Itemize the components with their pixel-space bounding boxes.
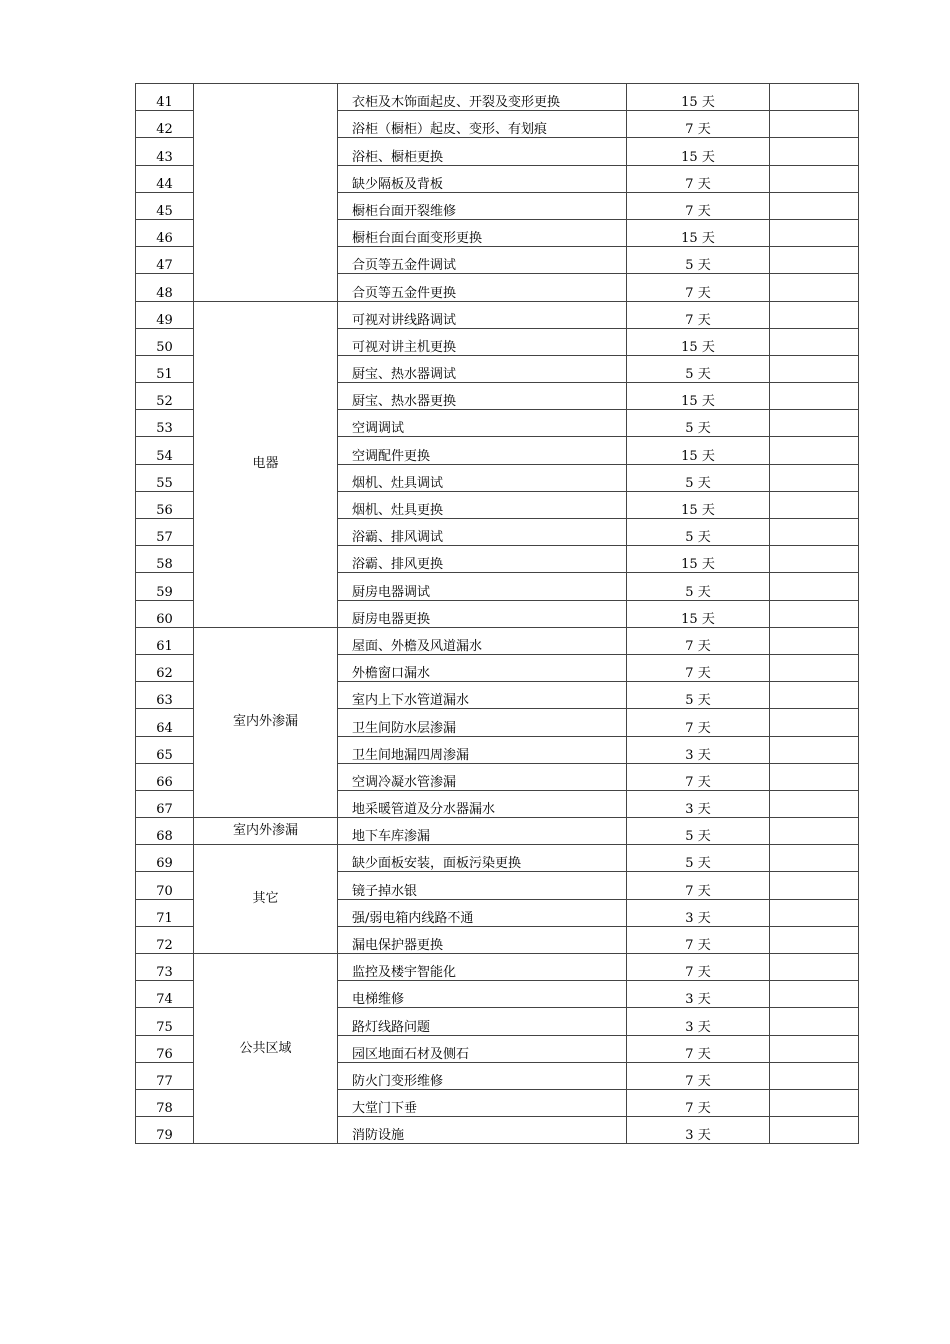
repair-item: 室内上下水管道漏水 [338,682,627,709]
row-number: 59 [136,573,194,600]
repair-period: 5 天 [627,464,770,491]
remarks-cell [770,84,859,111]
repair-period: 3 天 [627,981,770,1008]
row-number: 67 [136,790,194,817]
row-number: 69 [136,845,194,872]
remarks-cell [770,165,859,192]
remarks-cell [770,981,859,1008]
row-number: 52 [136,383,194,410]
row-number: 63 [136,682,194,709]
repair-period: 7 天 [627,1062,770,1089]
remarks-cell [770,464,859,491]
repair-item: 橱柜台面开裂维修 [338,192,627,219]
repair-item: 强/弱电箱内线路不通 [338,899,627,926]
repair-item: 卫生间地漏四周渗漏 [338,736,627,763]
remarks-cell [770,437,859,464]
repair-period: 15 天 [627,437,770,464]
remarks-cell [770,627,859,654]
row-number: 58 [136,546,194,573]
table-body [136,84,859,1144]
repair-item: 园区地面石材及侧石 [338,1035,627,1062]
repair-period: 7 天 [627,1089,770,1116]
repair-item: 监控及楼宇智能化 [338,954,627,981]
repair-item: 地采暖管道及分水器漏水 [338,790,627,817]
repair-item: 厨房电器调试 [338,573,627,600]
repair-period: 7 天 [627,709,770,736]
repair-period: 7 天 [627,301,770,328]
remarks-cell [770,410,859,437]
row-number: 62 [136,654,194,681]
warranty-repair-table [135,83,858,1147]
repair-period: 3 天 [627,899,770,926]
repair-item: 厨宝、热水器更换 [338,383,627,410]
remarks-cell [770,546,859,573]
row-number: 72 [136,926,194,953]
row-number: 60 [136,600,194,627]
remarks-cell [770,872,859,899]
repair-item: 空调调试 [338,410,627,437]
remarks-cell [770,328,859,355]
repair-period: 15 天 [627,84,770,111]
repair-period: 15 天 [627,328,770,355]
row-number: 77 [136,1062,194,1089]
row-number: 42 [136,111,194,138]
repair-schedule-table [135,83,859,1144]
repair-item: 烟机、灶具调试 [338,464,627,491]
table-row [136,84,859,111]
repair-period: 7 天 [627,954,770,981]
row-number: 74 [136,981,194,1008]
remarks-cell [770,736,859,763]
repair-period: 5 天 [627,818,770,845]
remarks-cell [770,355,859,382]
repair-item: 厨宝、热水器调试 [338,355,627,382]
row-number: 47 [136,247,194,274]
remarks-cell [770,138,859,165]
remarks-cell [770,1008,859,1035]
repair-item: 外檐窗口漏水 [338,654,627,681]
remarks-cell [770,926,859,953]
repair-item: 防火门变形维修 [338,1062,627,1089]
row-number: 43 [136,138,194,165]
repair-item: 合页等五金件调试 [338,247,627,274]
row-number: 41 [136,84,194,111]
repair-period: 5 天 [627,573,770,600]
remarks-cell [770,383,859,410]
repair-period: 7 天 [627,274,770,301]
row-number: 44 [136,165,194,192]
repair-item: 屋面、外檐及风道漏水 [338,627,627,654]
remarks-cell [770,899,859,926]
repair-item: 消防设施 [338,1117,627,1144]
row-number: 50 [136,328,194,355]
table-row [136,954,859,981]
remarks-cell [770,1117,859,1144]
repair-item: 电梯维修 [338,981,627,1008]
category-cell: 室内外渗漏 [194,818,338,845]
repair-period: 15 天 [627,383,770,410]
repair-item: 合页等五金件更换 [338,274,627,301]
row-number: 78 [136,1089,194,1116]
row-number: 68 [136,818,194,845]
table-row [136,301,859,328]
repair-period: 15 天 [627,600,770,627]
row-number: 76 [136,1035,194,1062]
row-number: 49 [136,301,194,328]
repair-item: 缺少隔板及背板 [338,165,627,192]
repair-item: 可视对讲线路调试 [338,301,627,328]
repair-item: 橱柜台面台面变形更换 [338,219,627,246]
repair-period: 3 天 [627,1117,770,1144]
repair-period: 5 天 [627,519,770,546]
row-number: 46 [136,219,194,246]
row-number: 53 [136,410,194,437]
repair-item: 卫生间防水层渗漏 [338,709,627,736]
row-number: 54 [136,437,194,464]
repair-period: 5 天 [627,355,770,382]
repair-item: 烟机、灶具更换 [338,491,627,518]
row-number: 51 [136,355,194,382]
remarks-cell [770,954,859,981]
remarks-cell [770,845,859,872]
repair-period: 15 天 [627,219,770,246]
repair-period: 15 天 [627,138,770,165]
table-row [136,627,859,654]
category-cell: 公共区域 [194,954,338,1144]
repair-period: 5 天 [627,410,770,437]
row-number: 65 [136,736,194,763]
repair-period: 15 天 [627,546,770,573]
remarks-cell [770,573,859,600]
row-number: 64 [136,709,194,736]
repair-period: 7 天 [627,192,770,219]
row-number: 55 [136,464,194,491]
remarks-cell [770,219,859,246]
repair-period: 15 天 [627,491,770,518]
repair-item: 浴霸、排风更换 [338,546,627,573]
remarks-cell [770,600,859,627]
remarks-cell [770,192,859,219]
remarks-cell [770,247,859,274]
row-number: 71 [136,899,194,926]
category-cell: 室内外渗漏 [194,627,338,817]
repair-period: 5 天 [627,845,770,872]
repair-period: 7 天 [627,872,770,899]
repair-item: 空调配件更换 [338,437,627,464]
repair-period: 3 天 [627,1008,770,1035]
row-number: 70 [136,872,194,899]
category-cell: 电器 [194,301,338,627]
row-number: 75 [136,1008,194,1035]
repair-period: 7 天 [627,165,770,192]
repair-item: 镜子掉水银 [338,872,627,899]
repair-period: 3 天 [627,736,770,763]
remarks-cell [770,111,859,138]
repair-item: 浴柜（橱柜）起皮、变形、有划痕 [338,111,627,138]
repair-period: 7 天 [627,627,770,654]
repair-item: 空调冷凝水管渗漏 [338,763,627,790]
repair-period: 5 天 [627,682,770,709]
repair-item: 大堂门下垂 [338,1089,627,1116]
repair-period: 7 天 [627,1035,770,1062]
remarks-cell [770,654,859,681]
repair-period: 5 天 [627,247,770,274]
row-number: 56 [136,491,194,518]
repair-item: 地下车库渗漏 [338,818,627,845]
remarks-cell [770,274,859,301]
repair-item: 衣柜及木饰面起皮、开裂及变形更换 [338,84,627,111]
row-number: 57 [136,519,194,546]
repair-item: 路灯线路问题 [338,1008,627,1035]
table-row [136,818,859,845]
repair-item: 厨房电器更换 [338,600,627,627]
repair-period: 7 天 [627,111,770,138]
category-cell: 其它 [194,845,338,954]
category-cell [194,84,338,302]
remarks-cell [770,1089,859,1116]
repair-item: 浴霸、排风调试 [338,519,627,546]
table-row [136,845,859,872]
remarks-cell [770,682,859,709]
remarks-cell [770,709,859,736]
row-number: 48 [136,274,194,301]
repair-item: 浴柜、橱柜更换 [338,138,627,165]
remarks-cell [770,301,859,328]
repair-item: 可视对讲主机更换 [338,328,627,355]
repair-item: 漏电保护器更换 [338,926,627,953]
row-number: 66 [136,763,194,790]
row-number: 45 [136,192,194,219]
row-number: 79 [136,1117,194,1144]
remarks-cell [770,763,859,790]
remarks-cell [770,1062,859,1089]
repair-period: 3 天 [627,790,770,817]
row-number: 61 [136,627,194,654]
remarks-cell [770,818,859,845]
repair-item: 缺少面板安装，面板污染更换 [338,845,627,872]
remarks-cell [770,491,859,518]
remarks-cell [770,1035,859,1062]
remarks-cell [770,790,859,817]
repair-period: 7 天 [627,763,770,790]
repair-period: 7 天 [627,926,770,953]
repair-period: 7 天 [627,654,770,681]
remarks-cell [770,519,859,546]
row-number: 73 [136,954,194,981]
